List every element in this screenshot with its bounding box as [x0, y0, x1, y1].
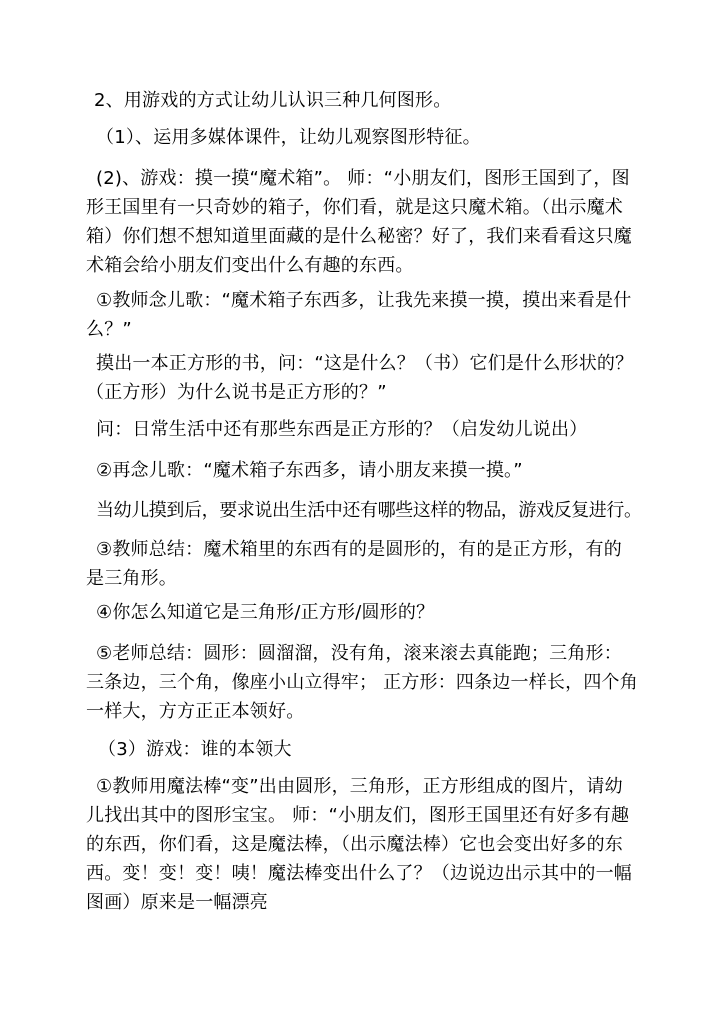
paragraph-substep-3: （3）游戏：谁的本领大 [98, 739, 292, 760]
paragraph-item-4: ④你怎么知道它是三角形/正方形/圆形的？ [96, 602, 435, 623]
paragraph-item-5: ⑤老师总结：圆形：圆溜溜，没有角，滚来滚去真能跑；三角形：三条边，三个角，像座小山立得牢； 正方形：四条边一样长，四个角一样大，方方正正本领好。 [86, 643, 638, 722]
paragraph-item-2: ②再念儿歌：“魔术箱子东西多，请小朋友来摸一摸。” [96, 460, 523, 481]
paragraph-substep-1: （1）、运用多媒体课件，让幼儿观察图形特征。 [96, 127, 481, 148]
paragraph-item-1: ①教师念儿歌：“魔术箱子东西多，让我先来摸一摸，摸出来看是什么？” [86, 290, 632, 340]
paragraph-repeat-game: 当幼儿摸到后，要求说出生活中还有哪些这样的物品，游戏反复进行。 [96, 500, 642, 521]
paragraph-magic-wand: ①教师用魔法棒“变”出由圆形，三角形，正方形组成的图片，请幼儿找出其中的图形宝宝。 师：“小朋友们，图形王国里还有好多有趣的东西，你们看，这是魔法棒，（出示魔法棒）它也会变出好多的东西。变！变！变！咦！魔法棒变出什么了？（边说边出示其中的一幅图画）原来是一幅漂亮 [86, 776, 632, 913]
paragraph-item-3: ③教师总结：魔术箱里的东西有的是圆形的，有的是正方形，有的是三角形。 [86, 539, 622, 589]
paragraph-question-daily: 问：日常生活中还有那些东西是正方形的？（启发幼儿说出） [96, 419, 588, 440]
paragraph-substep-2: (2)、游戏：摸一摸“魔术箱”。 师：“小朋友们，图形王国到了，图形王国里有一只奇妙的箱子，你们看，就是这只魔术箱。（出示魔术箱）你们想不想知道里面藏的是什么秘密？好了，我们来看看这只魔术箱会给小朋友们变出什么有趣的东西。 [86, 168, 632, 276]
paragraph-question-square: 摸出一本正方形的书，问：“这是什么？（书）它们是什么形状的？（正方形）为什么说书是正方形的？” [86, 353, 634, 403]
paragraph-step-2: 2、用游戏的方式让幼儿认识三种几何图形。 [94, 90, 452, 111]
